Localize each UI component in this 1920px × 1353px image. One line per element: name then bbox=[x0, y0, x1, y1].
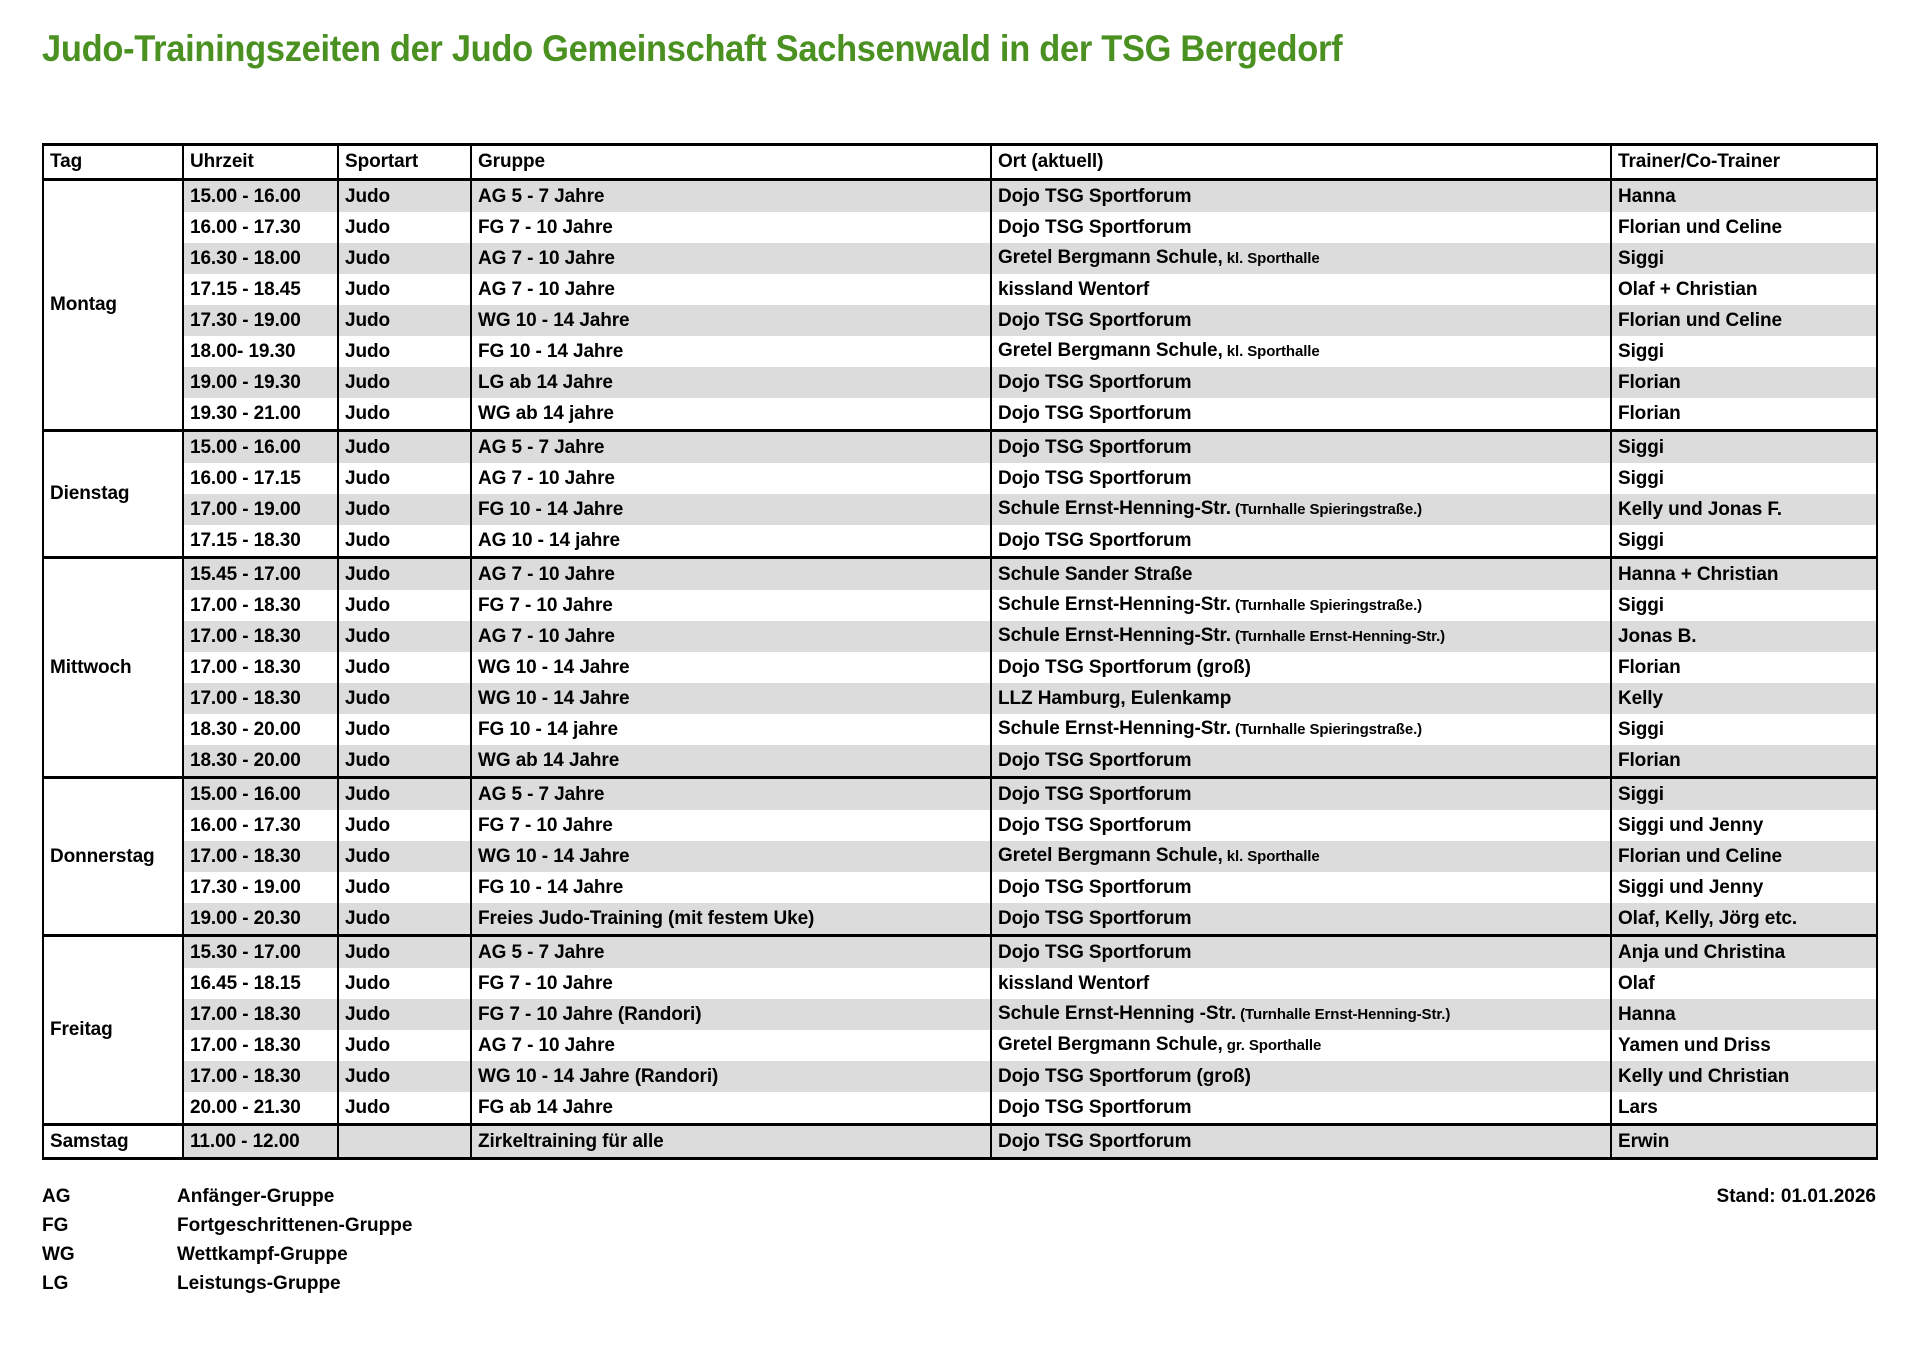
cell-ort-detail: kl. Sporthalle bbox=[1222, 343, 1320, 360]
cell-sportart: Judo bbox=[338, 903, 471, 936]
cell-gruppe: FG 10 - 14 Jahre bbox=[471, 872, 991, 903]
cell-uhrzeit: 17.15 - 18.45 bbox=[183, 274, 338, 305]
cell-sportart: Judo bbox=[338, 525, 471, 558]
table-row bbox=[43, 714, 1877, 745]
cell-uhrzeit: 18.00- 19.30 bbox=[183, 336, 338, 367]
cell-ort: Gretel Bergmann Schule, kl. Sporthalle bbox=[991, 243, 1611, 274]
cell-gruppe: AG 7 - 10 Jahre bbox=[471, 243, 991, 274]
legend-description: Wettkampf-Gruppe bbox=[177, 1244, 348, 1265]
column-header-tag: Tag bbox=[43, 145, 183, 180]
table-row bbox=[43, 872, 1877, 903]
cell-ort: Dojo TSG Sportforum bbox=[991, 810, 1611, 841]
legend-description: Anfänger-Gruppe bbox=[177, 1186, 335, 1207]
cell-uhrzeit: 15.00 - 16.00 bbox=[183, 778, 338, 811]
cell-gruppe: WG ab 14 jahre bbox=[471, 398, 991, 431]
cell-ort: LLZ Hamburg, Eulenkamp bbox=[991, 683, 1611, 714]
cell-ort-detail: (Turnhalle Ernst-Henning-Str.) bbox=[1236, 1006, 1451, 1023]
cell-gruppe: WG 10 - 14 Jahre bbox=[471, 652, 991, 683]
cell-trainer: Hanna bbox=[1611, 999, 1877, 1030]
table-row bbox=[43, 1125, 1877, 1159]
cell-uhrzeit: 17.30 - 19.00 bbox=[183, 872, 338, 903]
cell-sportart: Judo bbox=[338, 872, 471, 903]
cell-gruppe: FG 7 - 10 Jahre bbox=[471, 590, 991, 621]
cell-gruppe: AG 7 - 10 Jahre bbox=[471, 558, 991, 591]
cell-ort: Dojo TSG Sportforum bbox=[991, 1092, 1611, 1125]
cell-uhrzeit: 16.00 - 17.15 bbox=[183, 463, 338, 494]
cell-uhrzeit: 17.00 - 18.30 bbox=[183, 621, 338, 652]
cell-uhrzeit: 17.15 - 18.30 bbox=[183, 525, 338, 558]
cell-sportart: Judo bbox=[338, 714, 471, 745]
cell-sportart: Judo bbox=[338, 1061, 471, 1092]
cell-ort: Schule Ernst-Henning -Str. (Turnhalle Ernst-Henning-Str.) bbox=[991, 999, 1611, 1030]
cell-ort: Gretel Bergmann Schule, kl. Sporthalle bbox=[991, 841, 1611, 872]
cell-uhrzeit: 16.45 - 18.15 bbox=[183, 968, 338, 999]
cell-trainer: Florian und Celine bbox=[1611, 841, 1877, 872]
cell-uhrzeit: 18.30 - 20.00 bbox=[183, 714, 338, 745]
cell-uhrzeit: 15.45 - 17.00 bbox=[183, 558, 338, 591]
cell-trainer: Olaf + Christian bbox=[1611, 274, 1877, 305]
cell-trainer: Siggi bbox=[1611, 714, 1877, 745]
cell-sportart: Judo bbox=[338, 494, 471, 525]
cell-ort-detail: (Turnhalle Ernst-Henning-Str.) bbox=[1230, 628, 1446, 645]
cell-ort-detail: kl. Sporthalle bbox=[1222, 848, 1320, 865]
cell-ort: Dojo TSG Sportforum bbox=[991, 778, 1611, 811]
cell-ort: Schule Ernst-Henning-Str. (Turnhalle Spieringstraße.) bbox=[991, 590, 1611, 621]
cell-uhrzeit: 17.00 - 18.30 bbox=[183, 999, 338, 1030]
table-row bbox=[43, 810, 1877, 841]
table-row bbox=[43, 621, 1877, 652]
cell-gruppe: FG 10 - 14 jahre bbox=[471, 714, 991, 745]
cell-trainer: Yamen und Driss bbox=[1611, 1030, 1877, 1061]
column-header-uhrzeit: Uhrzeit bbox=[183, 145, 338, 180]
table-row bbox=[43, 305, 1877, 336]
table-row bbox=[43, 652, 1877, 683]
cell-trainer: Florian bbox=[1611, 398, 1877, 431]
table-row bbox=[43, 274, 1877, 305]
table-row bbox=[43, 683, 1877, 714]
cell-sportart: Judo bbox=[338, 367, 471, 398]
cell-gruppe: WG 10 - 14 Jahre bbox=[471, 683, 991, 714]
cell-uhrzeit: 16.30 - 18.00 bbox=[183, 243, 338, 274]
table-row bbox=[43, 336, 1877, 367]
cell-ort-detail: kl. Sporthalle bbox=[1222, 250, 1320, 267]
stand-date: Stand: 01.01.2026 bbox=[1716, 1186, 1876, 1207]
cell-uhrzeit: 19.00 - 20.30 bbox=[183, 903, 338, 936]
cell-uhrzeit: 17.00 - 18.30 bbox=[183, 590, 338, 621]
day-label: Samstag bbox=[43, 1125, 183, 1159]
cell-sportart bbox=[338, 1125, 471, 1159]
cell-trainer: Siggi und Jenny bbox=[1611, 810, 1877, 841]
legend-abbreviation: AG bbox=[42, 1186, 71, 1207]
cell-ort: Dojo TSG Sportforum bbox=[991, 745, 1611, 778]
cell-trainer: Olaf bbox=[1611, 968, 1877, 999]
column-header-gruppe: Gruppe bbox=[471, 145, 991, 180]
cell-ort: Dojo TSG Sportforum bbox=[991, 463, 1611, 494]
cell-uhrzeit: 20.00 - 21.30 bbox=[183, 1092, 338, 1125]
cell-trainer: Lars bbox=[1611, 1092, 1877, 1125]
cell-gruppe: AG 7 - 10 Jahre bbox=[471, 621, 991, 652]
table-row bbox=[43, 212, 1877, 243]
table-row bbox=[43, 999, 1877, 1030]
cell-ort: Schule Sander Straße bbox=[991, 558, 1611, 591]
legend-item bbox=[42, 1214, 412, 1238]
cell-sportart: Judo bbox=[338, 212, 471, 243]
table-row bbox=[43, 968, 1877, 999]
cell-trainer: Siggi bbox=[1611, 243, 1877, 274]
day-label: Mittwoch bbox=[43, 558, 183, 778]
table-row bbox=[43, 431, 1877, 464]
cell-gruppe: AG 5 - 7 Jahre bbox=[471, 936, 991, 969]
cell-sportart: Judo bbox=[338, 180, 471, 213]
cell-gruppe: AG 5 - 7 Jahre bbox=[471, 778, 991, 811]
cell-trainer: Florian und Celine bbox=[1611, 212, 1877, 243]
cell-ort: Dojo TSG Sportforum bbox=[991, 903, 1611, 936]
cell-uhrzeit: 19.00 - 19.30 bbox=[183, 367, 338, 398]
cell-uhrzeit: 19.30 - 21.00 bbox=[183, 398, 338, 431]
cell-ort: Dojo TSG Sportforum bbox=[991, 1125, 1611, 1159]
cell-ort: Dojo TSG Sportforum (groß) bbox=[991, 1061, 1611, 1092]
cell-trainer: Jonas B. bbox=[1611, 621, 1877, 652]
column-header-trainer: Trainer/Co-Trainer bbox=[1611, 145, 1877, 180]
cell-gruppe: FG 7 - 10 Jahre bbox=[471, 968, 991, 999]
table-header bbox=[43, 145, 1877, 180]
cell-sportart: Judo bbox=[338, 336, 471, 367]
cell-sportart: Judo bbox=[338, 398, 471, 431]
cell-trainer: Kelly und Jonas F. bbox=[1611, 494, 1877, 525]
cell-gruppe: AG 7 - 10 Jahre bbox=[471, 1030, 991, 1061]
cell-sportart: Judo bbox=[338, 463, 471, 494]
cell-gruppe: FG 7 - 10 Jahre (Randori) bbox=[471, 999, 991, 1030]
legend-item bbox=[42, 1272, 412, 1296]
cell-trainer: Kelly bbox=[1611, 683, 1877, 714]
cell-gruppe: WG ab 14 Jahre bbox=[471, 745, 991, 778]
cell-ort: Schule Ernst-Henning-Str. (Turnhalle Spieringstraße.) bbox=[991, 494, 1611, 525]
table-row bbox=[43, 1030, 1877, 1061]
cell-sportart: Judo bbox=[338, 745, 471, 778]
table-row bbox=[43, 841, 1877, 872]
day-label: Montag bbox=[43, 180, 183, 431]
column-header-ort: Ort (aktuell) bbox=[991, 145, 1611, 180]
cell-gruppe: FG ab 14 Jahre bbox=[471, 1092, 991, 1125]
cell-trainer: Erwin bbox=[1611, 1125, 1877, 1159]
table-row bbox=[43, 1061, 1877, 1092]
cell-uhrzeit: 17.30 - 19.00 bbox=[183, 305, 338, 336]
cell-ort: Dojo TSG Sportforum bbox=[991, 872, 1611, 903]
legend-description: Leistungs-Gruppe bbox=[177, 1273, 341, 1294]
cell-sportart: Judo bbox=[338, 810, 471, 841]
cell-ort: Dojo TSG Sportforum bbox=[991, 212, 1611, 243]
cell-gruppe: AG 7 - 10 Jahre bbox=[471, 463, 991, 494]
cell-gruppe: LG ab 14 Jahre bbox=[471, 367, 991, 398]
table-row bbox=[43, 745, 1877, 778]
cell-sportart: Judo bbox=[338, 590, 471, 621]
table-row bbox=[43, 558, 1877, 591]
cell-trainer: Siggi bbox=[1611, 525, 1877, 558]
cell-ort-detail: (Turnhalle Spieringstraße.) bbox=[1230, 597, 1423, 614]
cell-trainer: Florian und Celine bbox=[1611, 305, 1877, 336]
legend-abbreviation: LG bbox=[42, 1273, 69, 1294]
cell-ort: kissland Wentorf bbox=[991, 968, 1611, 999]
table-row bbox=[43, 525, 1877, 558]
legend-abbreviation: FG bbox=[42, 1215, 69, 1236]
legend-item bbox=[42, 1243, 412, 1267]
cell-uhrzeit: 16.00 - 17.30 bbox=[183, 212, 338, 243]
day-label: Freitag bbox=[43, 936, 183, 1125]
cell-gruppe: AG 7 - 10 Jahre bbox=[471, 274, 991, 305]
table-row bbox=[43, 243, 1877, 274]
cell-trainer: Florian bbox=[1611, 367, 1877, 398]
table-row bbox=[43, 398, 1877, 431]
table-row bbox=[43, 463, 1877, 494]
cell-sportart: Judo bbox=[338, 1092, 471, 1125]
cell-gruppe: FG 7 - 10 Jahre bbox=[471, 810, 991, 841]
training-schedule-table bbox=[42, 143, 1878, 1160]
day-label: Dienstag bbox=[43, 431, 183, 558]
page-title: Judo-Trainingszeiten der Judo Gemeinschaft Sachsenwald in der TSG Bergedorf bbox=[42, 28, 1343, 69]
header-row bbox=[43, 145, 1877, 180]
cell-ort: Dojo TSG Sportforum bbox=[991, 305, 1611, 336]
cell-sportart: Judo bbox=[338, 683, 471, 714]
cell-ort-detail: (Turnhalle Spieringstraße.) bbox=[1230, 501, 1423, 518]
table-row bbox=[43, 494, 1877, 525]
cell-uhrzeit: 15.30 - 17.00 bbox=[183, 936, 338, 969]
cell-ort: Gretel Bergmann Schule, gr. Sporthalle bbox=[991, 1030, 1611, 1061]
cell-sportart: Judo bbox=[338, 1030, 471, 1061]
cell-ort: kissland Wentorf bbox=[991, 274, 1611, 305]
cell-sportart: Judo bbox=[338, 936, 471, 969]
table-body bbox=[43, 180, 1877, 1159]
cell-sportart: Judo bbox=[338, 999, 471, 1030]
cell-ort: Dojo TSG Sportforum bbox=[991, 398, 1611, 431]
legend-item bbox=[42, 1185, 412, 1209]
cell-gruppe: FG 10 - 14 Jahre bbox=[471, 494, 991, 525]
cell-trainer: Kelly und Christian bbox=[1611, 1061, 1877, 1092]
cell-trainer: Siggi bbox=[1611, 431, 1877, 464]
cell-gruppe: WG 10 - 14 Jahre bbox=[471, 841, 991, 872]
cell-trainer: Siggi bbox=[1611, 336, 1877, 367]
table-row bbox=[43, 1092, 1877, 1125]
cell-gruppe: AG 5 - 7 Jahre bbox=[471, 180, 991, 213]
cell-uhrzeit: 18.30 - 20.00 bbox=[183, 745, 338, 778]
cell-gruppe: AG 10 - 14 jahre bbox=[471, 525, 991, 558]
table-row bbox=[43, 367, 1877, 398]
cell-sportart: Judo bbox=[338, 621, 471, 652]
cell-gruppe: FG 7 - 10 Jahre bbox=[471, 212, 991, 243]
cell-uhrzeit: 17.00 - 18.30 bbox=[183, 1030, 338, 1061]
cell-gruppe: AG 5 - 7 Jahre bbox=[471, 431, 991, 464]
day-label: Donnerstag bbox=[43, 778, 183, 936]
cell-trainer: Florian bbox=[1611, 652, 1877, 683]
table-row bbox=[43, 936, 1877, 969]
cell-trainer: Siggi und Jenny bbox=[1611, 872, 1877, 903]
cell-sportart: Judo bbox=[338, 778, 471, 811]
cell-gruppe: Freies Judo-Training (mit festem Uke) bbox=[471, 903, 991, 936]
table-row bbox=[43, 778, 1877, 811]
cell-uhrzeit: 16.00 - 17.30 bbox=[183, 810, 338, 841]
cell-ort: Gretel Bergmann Schule, kl. Sporthalle bbox=[991, 336, 1611, 367]
cell-sportart: Judo bbox=[338, 558, 471, 591]
cell-uhrzeit: 17.00 - 18.30 bbox=[183, 1061, 338, 1092]
cell-ort: Schule Ernst-Henning-Str. (Turnhalle Spieringstraße.) bbox=[991, 714, 1611, 745]
cell-sportart: Judo bbox=[338, 305, 471, 336]
cell-uhrzeit: 17.00 - 19.00 bbox=[183, 494, 338, 525]
legend-abbreviation: WG bbox=[42, 1244, 75, 1265]
legend-description: Fortgeschrittenen-Gruppe bbox=[177, 1215, 413, 1236]
cell-ort: Dojo TSG Sportforum bbox=[991, 525, 1611, 558]
cell-ort-detail: gr. Sporthalle bbox=[1222, 1037, 1322, 1054]
cell-trainer: Siggi bbox=[1611, 590, 1877, 621]
column-header-sportart: Sportart bbox=[338, 145, 471, 180]
cell-gruppe: FG 10 - 14 Jahre bbox=[471, 336, 991, 367]
cell-ort: Dojo TSG Sportforum bbox=[991, 367, 1611, 398]
cell-ort: Dojo TSG Sportforum bbox=[991, 936, 1611, 969]
cell-gruppe: Zirkeltraining für alle bbox=[471, 1125, 991, 1159]
cell-sportart: Judo bbox=[338, 431, 471, 464]
cell-trainer: Hanna + Christian bbox=[1611, 558, 1877, 591]
cell-ort: Dojo TSG Sportforum bbox=[991, 431, 1611, 464]
cell-trainer: Anja und Christina bbox=[1611, 936, 1877, 969]
cell-uhrzeit: 17.00 - 18.30 bbox=[183, 841, 338, 872]
cell-uhrzeit: 15.00 - 16.00 bbox=[183, 180, 338, 213]
abbreviation-legend bbox=[42, 1185, 412, 1301]
cell-uhrzeit: 17.00 - 18.30 bbox=[183, 683, 338, 714]
cell-sportart: Judo bbox=[338, 841, 471, 872]
cell-ort-detail: (Turnhalle Spieringstraße.) bbox=[1230, 721, 1423, 738]
cell-ort: Dojo TSG Sportforum (groß) bbox=[991, 652, 1611, 683]
cell-sportart: Judo bbox=[338, 274, 471, 305]
cell-sportart: Judo bbox=[338, 243, 471, 274]
cell-uhrzeit: 15.00 - 16.00 bbox=[183, 431, 338, 464]
table-row bbox=[43, 903, 1877, 936]
cell-gruppe: WG 10 - 14 Jahre (Randori) bbox=[471, 1061, 991, 1092]
cell-uhrzeit: 17.00 - 18.30 bbox=[183, 652, 338, 683]
cell-trainer: Florian bbox=[1611, 745, 1877, 778]
cell-trainer: Olaf, Kelly, Jörg etc. bbox=[1611, 903, 1877, 936]
cell-ort: Dojo TSG Sportforum bbox=[991, 180, 1611, 213]
table-row bbox=[43, 590, 1877, 621]
cell-trainer: Hanna bbox=[1611, 180, 1877, 213]
cell-ort: Schule Ernst-Henning-Str. (Turnhalle Ernst-Henning-Str.) bbox=[991, 621, 1611, 652]
cell-gruppe: WG 10 - 14 Jahre bbox=[471, 305, 991, 336]
cell-trainer: Siggi bbox=[1611, 463, 1877, 494]
schedule-table-container bbox=[42, 143, 1876, 1160]
cell-trainer: Siggi bbox=[1611, 778, 1877, 811]
cell-sportart: Judo bbox=[338, 968, 471, 999]
table-row bbox=[43, 180, 1877, 213]
cell-uhrzeit: 11.00 - 12.00 bbox=[183, 1125, 338, 1159]
cell-sportart: Judo bbox=[338, 652, 471, 683]
